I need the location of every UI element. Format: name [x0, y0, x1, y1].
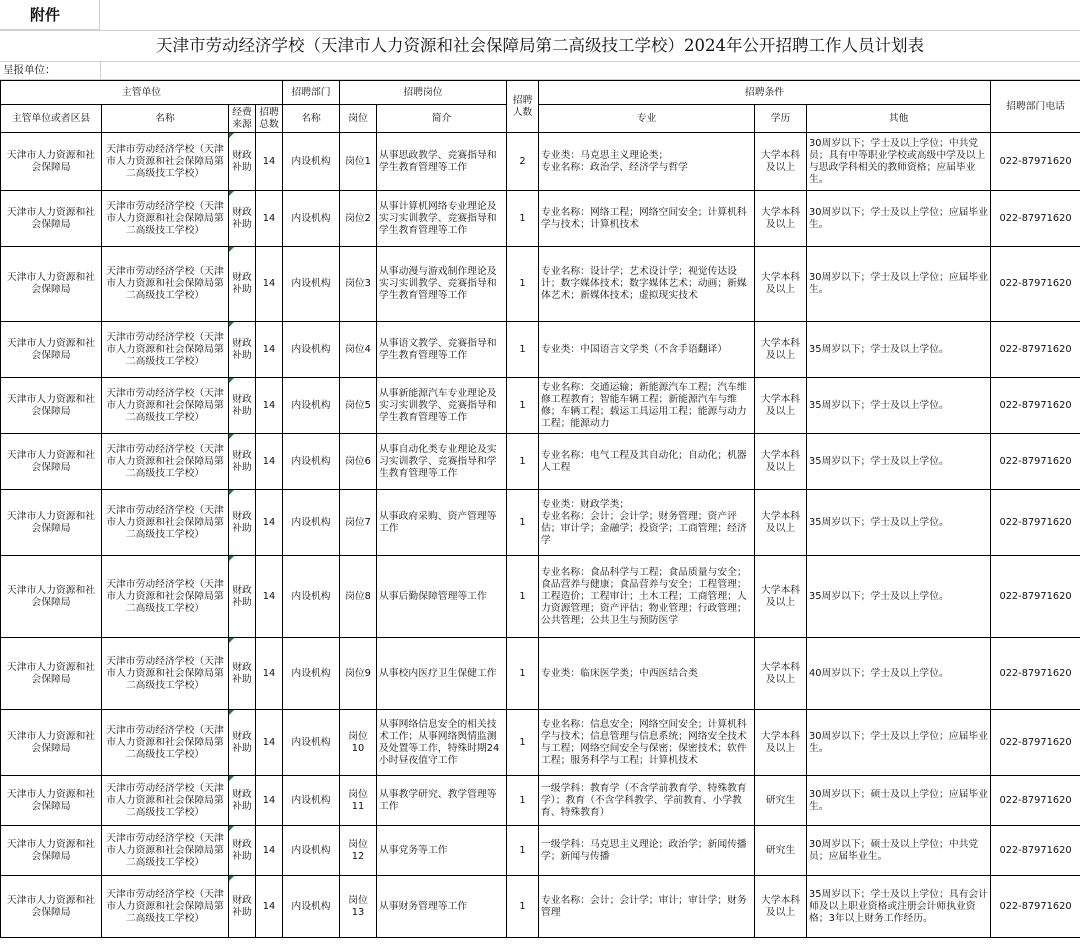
intro-cell: 从事教学研究、教学管理等工作: [377, 776, 507, 826]
header-position-group: 招聘岗位: [340, 81, 507, 105]
dept-name-cell: 内设机构: [283, 638, 340, 710]
phone-cell: 022-87971620: [991, 191, 1080, 247]
education-cell: 大学本科及以上: [755, 191, 807, 247]
intro-cell: 从事自动化类专业理论及实习实训教学、竞赛指导和学生教育管理等工作: [377, 434, 507, 490]
headcount-cell: 1: [507, 434, 539, 490]
post-cell: 岗位6: [340, 434, 377, 490]
dept-name-cell: 内设机构: [283, 434, 340, 490]
unit-name-cell: 天津市劳动经济学校（天津市人力资源和社会保障局第二高级技工学校）: [102, 826, 229, 876]
header-conditions-group: 招聘条件: [539, 81, 991, 105]
intro-cell: 从事计算机网络专业理论及实习实训教学、竞赛指导和学生教育管理等工作: [377, 191, 507, 247]
headcount-cell: 1: [507, 191, 539, 247]
education-cell: 大学本科及以上: [755, 133, 807, 191]
authority-cell: 天津市人力资源和社会保障局: [1, 826, 102, 876]
recruit-total-cell: 14: [256, 710, 283, 776]
attachment-label: 附件: [0, 0, 100, 30]
intro-cell: 从事语文教学、竞赛指导和学生教育管理等工作: [377, 322, 507, 378]
other-cell: 35周岁以下；学士及以上学位。: [807, 378, 991, 434]
fund-source-cell: 财政补助: [229, 556, 256, 638]
education-cell: 研究生: [755, 776, 807, 826]
education-cell: 大学本科及以上: [755, 638, 807, 710]
other-cell: 35周岁以下；学士及以上学位。: [807, 556, 991, 638]
intro-cell: 从事网络信息安全的相关技术工作；从事网络舆情监测及处置等工作，特殊时期24小时昼夜值守工作: [377, 710, 507, 776]
authority-cell: 天津市人力资源和社会保障局: [1, 133, 102, 191]
recruit-total-cell: 14: [256, 776, 283, 826]
table-row: [1, 776, 1080, 826]
post-cell: 岗位12: [340, 826, 377, 876]
other-cell: 35周岁以下；学士及以上学位。: [807, 490, 991, 556]
table-row: [1, 378, 1080, 434]
recruit-total-cell: 14: [256, 490, 283, 556]
unit-name-cell: 天津市劳动经济学校（天津市人力资源和社会保障局第二高级技工学校）: [102, 710, 229, 776]
intro-cell: 从事政府采购、资产管理等工作: [377, 490, 507, 556]
phone-cell: 022-87971620: [991, 378, 1080, 434]
post-cell: 岗位5: [340, 378, 377, 434]
authority-cell: 天津市人力资源和社会保障局: [1, 638, 102, 710]
major-cell: 专业名称：交通运输；新能源汽车工程；汽车维修工程教育；智能车辆工程；新能源汽车与维修；车辆工程；载运工具运用工程；能源与动力工程；能源动力: [539, 378, 755, 434]
phone-cell: 022-87971620: [991, 826, 1080, 876]
fund-source-cell: 财政补助: [229, 490, 256, 556]
intro-cell: 从事思政教学、竞赛指导和学生教育管理等工作: [377, 133, 507, 191]
header-intro: 简介: [377, 105, 507, 133]
dept-name-cell: 内设机构: [283, 876, 340, 938]
authority-cell: 天津市人力资源和社会保障局: [1, 378, 102, 434]
unit-name-cell: 天津市劳动经济学校（天津市人力资源和社会保障局第二高级技工学校）: [102, 322, 229, 378]
major-cell: 一级学科：教育学（不含学前教育学、特殊教育学）；教育（不含学科教学、学前教育、小学教育、特殊教育）: [539, 776, 755, 826]
major-cell: 专业类：临床医学类；中西医结合类: [539, 638, 755, 710]
headcount-cell: 1: [507, 378, 539, 434]
submitter-label: 呈报单位：: [3, 64, 56, 76]
authority-cell: 天津市人力资源和社会保障局: [1, 556, 102, 638]
dept-name-cell: 内设机构: [283, 710, 340, 776]
phone-cell: 022-87971620: [991, 710, 1080, 776]
recruit-total-cell: 14: [256, 876, 283, 938]
table-row: [1, 876, 1080, 938]
other-cell: 30周岁以下；硕士及以上学位；应届毕业生。: [807, 776, 991, 826]
header-fund-source: 经费来源: [229, 105, 256, 133]
recruit-total-cell: 14: [256, 556, 283, 638]
intro-cell: 从事新能源汽车专业理论及实习实训教学、竞赛指导和学生教育管理等工作: [377, 378, 507, 434]
header-recruit-dept: 招聘部门: [283, 81, 340, 105]
education-cell: 大学本科及以上: [755, 710, 807, 776]
headcount-cell: 1: [507, 876, 539, 938]
headcount-cell: 1: [507, 710, 539, 776]
header-unit-name: 名称: [102, 105, 229, 133]
dept-name-cell: 内设机构: [283, 556, 340, 638]
phone-cell: 022-87971620: [991, 247, 1080, 322]
phone-cell: 022-87971620: [991, 556, 1080, 638]
other-cell: 35周岁以下；学士及以上学位；具有会计师及以上职业资格或注册会计师执业资格；3年以上财务工作经历。: [807, 876, 991, 938]
dept-name-cell: 内设机构: [283, 247, 340, 322]
authority-cell: 天津市人力资源和社会保障局: [1, 876, 102, 938]
education-cell: 大学本科及以上: [755, 434, 807, 490]
header-phone: 招聘部门电话: [991, 81, 1080, 133]
phone-cell: 022-87971620: [991, 876, 1080, 938]
major-cell: 专业名称：电气工程及其自动化；自动化；机器人工程: [539, 434, 755, 490]
other-cell: 30周岁以下；学士及以上学位；应届毕业生。: [807, 247, 991, 322]
dept-name-cell: 内设机构: [283, 322, 340, 378]
phone-cell: 022-87971620: [991, 638, 1080, 710]
intro-cell: 从事动漫与游戏制作理论及实习实训教学、竞赛指导和学生教育管理等工作: [377, 247, 507, 322]
other-cell: 30周岁以下；学士及以上学位；中共党员；具有中等职业学校或高级中学及以上与思政学科相关的教师资格；应届毕业生。: [807, 133, 991, 191]
post-cell: 岗位13: [340, 876, 377, 938]
post-cell: 岗位4: [340, 322, 377, 378]
recruit-total-cell: 14: [256, 378, 283, 434]
phone-cell: 022-87971620: [991, 490, 1080, 556]
major-cell: 专业类：财政学类； 专业名称：会计；会计学；财务管理；资产评估；审计学；金融学；投资学；工商管理；经济学: [539, 490, 755, 556]
headcount-cell: 1: [507, 322, 539, 378]
authority-cell: 天津市人力资源和社会保障局: [1, 322, 102, 378]
education-cell: 大学本科及以上: [755, 490, 807, 556]
headcount-cell: 2: [507, 133, 539, 191]
header-major: 专业: [539, 105, 755, 133]
post-cell: 岗位3: [340, 247, 377, 322]
table-row: [1, 710, 1080, 776]
fund-source-cell: 财政补助: [229, 776, 256, 826]
post-cell: 岗位9: [340, 638, 377, 710]
phone-cell: 022-87971620: [991, 322, 1080, 378]
recruitment-plan-table: [0, 80, 1080, 938]
fund-source-cell: 财政补助: [229, 133, 256, 191]
recruit-total-cell: 14: [256, 638, 283, 710]
header-headcount: 招聘人数: [507, 81, 539, 133]
authority-cell: 天津市人力资源和社会保障局: [1, 247, 102, 322]
major-cell: 专业名称：食品科学与工程；食品质量与安全；食品营养与健康；食品营养与安全；工程管理；工程造价；工程审计；土木工程；工商管理；人力资源管理；资产评估；物业管理；行政管理；公共管理；公共卫生与预防医学: [539, 556, 755, 638]
authority-cell: 天津市人力资源和社会保障局: [1, 710, 102, 776]
header-post: 岗位: [340, 105, 377, 133]
fund-source-cell: 财政补助: [229, 710, 256, 776]
education-cell: 大学本科及以上: [755, 876, 807, 938]
table-row: [1, 322, 1080, 378]
authority-cell: 天津市人力资源和社会保障局: [1, 776, 102, 826]
other-cell: 30周岁以下；硕士及以上学位；中共党员；应届毕业生。: [807, 826, 991, 876]
header-recruit-total: 招聘总数: [256, 105, 283, 133]
education-cell: 大学本科及以上: [755, 378, 807, 434]
intro-cell: 从事后勤保障管理等工作: [377, 556, 507, 638]
education-cell: 大学本科及以上: [755, 247, 807, 322]
table-row: [1, 826, 1080, 876]
unit-name-cell: 天津市劳动经济学校（天津市人力资源和社会保障局第二高级技工学校）: [102, 434, 229, 490]
recruit-total-cell: 14: [256, 826, 283, 876]
phone-cell: 022-87971620: [991, 434, 1080, 490]
table-row: [1, 638, 1080, 710]
recruit-total-cell: 14: [256, 247, 283, 322]
table-row: [1, 133, 1080, 191]
post-cell: 岗位2: [340, 191, 377, 247]
other-cell: 30周岁以下；学士及以上学位；应届毕业生。: [807, 191, 991, 247]
submitter-row: [0, 62, 1080, 80]
unit-name-cell: 天津市劳动经济学校（天津市人力资源和社会保障局第二高级技工学校）: [102, 490, 229, 556]
major-cell: 专业名称：网络工程；网络空间安全；计算机科学与技术；计算机技术: [539, 191, 755, 247]
table-row: [1, 191, 1080, 247]
fund-source-cell: 财政补助: [229, 378, 256, 434]
header-authority-district: 主管单位或者区县: [1, 105, 102, 133]
authority-cell: 天津市人力资源和社会保障局: [1, 434, 102, 490]
major-cell: 专业名称：设计学；艺术设计学；视觉传达设计；数字媒体技术；数字媒体艺术；动画；新媒体艺术；新媒体技术；虚拟现实技术: [539, 247, 755, 322]
fund-source-cell: 财政补助: [229, 191, 256, 247]
recruit-total-cell: 14: [256, 322, 283, 378]
dept-name-cell: 内设机构: [283, 776, 340, 826]
post-cell: 岗位1: [340, 133, 377, 191]
recruit-total-cell: 14: [256, 191, 283, 247]
recruit-total-cell: 14: [256, 133, 283, 191]
education-cell: 大学本科及以上: [755, 556, 807, 638]
dept-name-cell: 内设机构: [283, 826, 340, 876]
table-row: [1, 556, 1080, 638]
major-cell: 专业类：中国语言文学类（不含手语翻译）: [539, 322, 755, 378]
dept-name-cell: 内设机构: [283, 191, 340, 247]
fund-source-cell: 财政补助: [229, 826, 256, 876]
unit-name-cell: 天津市劳动经济学校（天津市人力资源和社会保障局第二高级技工学校）: [102, 247, 229, 322]
fund-source-cell: 财政补助: [229, 876, 256, 938]
header-other: 其他: [807, 105, 991, 133]
unit-name-cell: 天津市劳动经济学校（天津市人力资源和社会保障局第二高级技工学校）: [102, 133, 229, 191]
dept-name-cell: 内设机构: [283, 490, 340, 556]
headcount-cell: 1: [507, 247, 539, 322]
education-cell: 研究生: [755, 826, 807, 876]
table-row: [1, 490, 1080, 556]
post-cell: 岗位10: [340, 710, 377, 776]
headcount-cell: 1: [507, 776, 539, 826]
major-cell: 一级学科：马克思主义理论；政治学；新闻传播学；新闻与传播: [539, 826, 755, 876]
phone-cell: 022-87971620: [991, 133, 1080, 191]
post-cell: 岗位11: [340, 776, 377, 826]
other-cell: 40周岁以下；学士及以上学位。: [807, 638, 991, 710]
intro-cell: 从事财务管理等工作: [377, 876, 507, 938]
authority-cell: 天津市人力资源和社会保障局: [1, 490, 102, 556]
page-title: 天津市劳动经济学校（天津市人力资源和社会保障局第二高级技工学校）2024年公开招聘工作人员计划表: [0, 30, 1080, 62]
unit-name-cell: 天津市劳动经济学校（天津市人力资源和社会保障局第二高级技工学校）: [102, 556, 229, 638]
intro-cell: 从事校内医疗卫生保健工作: [377, 638, 507, 710]
major-cell: 专业名称：会计；会计学；审计；审计学；财务管理: [539, 876, 755, 938]
other-cell: 35周岁以下；学士及以上学位。: [807, 434, 991, 490]
unit-name-cell: 天津市劳动经济学校（天津市人力资源和社会保障局第二高级技工学校）: [102, 191, 229, 247]
table-body: [1, 133, 1080, 938]
unit-name-cell: 天津市劳动经济学校（天津市人力资源和社会保障局第二高级技工学校）: [102, 776, 229, 826]
education-cell: 大学本科及以上: [755, 322, 807, 378]
fund-source-cell: 财政补助: [229, 322, 256, 378]
post-cell: 岗位8: [340, 556, 377, 638]
header-row-1: [1, 81, 1080, 105]
fund-source-cell: 财政补助: [229, 638, 256, 710]
dept-name-cell: 内设机构: [283, 133, 340, 191]
headcount-cell: 1: [507, 826, 539, 876]
table-row: [1, 247, 1080, 322]
post-cell: 岗位7: [340, 490, 377, 556]
dept-name-cell: 内设机构: [283, 378, 340, 434]
headcount-cell: 1: [507, 556, 539, 638]
fund-source-cell: 财政补助: [229, 434, 256, 490]
unit-name-cell: 天津市劳动经济学校（天津市人力资源和社会保障局第二高级技工学校）: [102, 638, 229, 710]
major-cell: 专业类：马克思主义理论类； 专业名称：政治学、经济学与哲学: [539, 133, 755, 191]
major-cell: 专业名称：信息安全；网络空间安全；计算机科学与技术；信息管理与信息系统；网络安全技术与工程；网络空间安全与保密；保密技术；软件工程；服务科学与工程；计算机技术: [539, 710, 755, 776]
recruit-total-cell: 14: [256, 434, 283, 490]
unit-name-cell: 天津市劳动经济学校（天津市人力资源和社会保障局第二高级技工学校）: [102, 876, 229, 938]
authority-cell: 天津市人力资源和社会保障局: [1, 191, 102, 247]
headcount-cell: 1: [507, 638, 539, 710]
header-row-2: [1, 105, 1080, 133]
intro-cell: 从事党务等工作: [377, 826, 507, 876]
header-dept-name: 名称: [283, 105, 340, 133]
header-education: 学历: [755, 105, 807, 133]
headcount-cell: 1: [507, 490, 539, 556]
phone-cell: 022-87971620: [991, 776, 1080, 826]
other-cell: 35周岁以下；学士及以上学位。: [807, 322, 991, 378]
other-cell: 30周岁以下；学士及以上学位；应届毕业生。: [807, 710, 991, 776]
fund-source-cell: 财政补助: [229, 247, 256, 322]
header-authority-group: 主管单位: [1, 81, 283, 105]
table-row: [1, 434, 1080, 490]
unit-name-cell: 天津市劳动经济学校（天津市人力资源和社会保障局第二高级技工学校）: [102, 378, 229, 434]
